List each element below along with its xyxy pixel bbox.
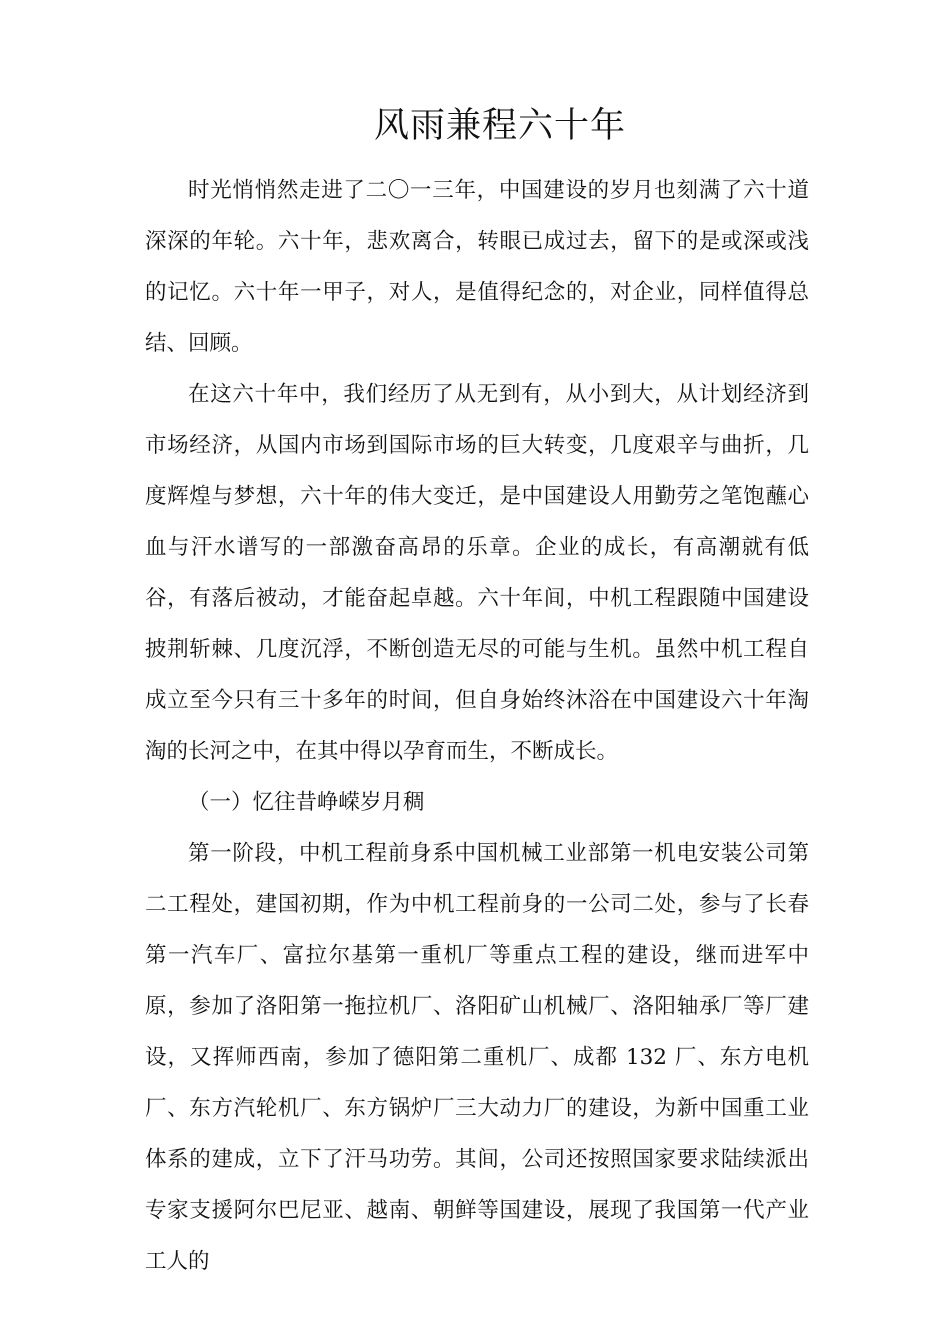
section-heading: （一）忆往昔峥嵘岁月稠 (188, 790, 425, 815)
paragraph-first-stage: 第一阶段，中机工程前身系中国机械工业部第一机电安装公司第二工程处，建国初期，作为中机工程前身的一公司二处，参与了长春第一汽车厂、富拉尔基第一重机厂等重点工程的建设，继而进军中原，参加了洛阳第一拖拉机厂、洛阳矿山机械厂、洛阳轴承厂等厂建设，又挥师西南，参加了德阳第二重机厂、成都 132 厂、东方电机厂、东方汽轮机厂、东方锅炉厂三大动力厂的建设，为新中国重工业体系的建成，立下了汗马功劳。其间，公司还按照国家要求陆续派出专家支援阿尔巴尼亚、越南、朝鲜等国建设，展现了我国第一代产业工人的 (145, 841, 809, 1274)
paragraph-intro: 时光悄悄然走进了二〇一三年，中国建设的岁月也刻满了六十道深深的年轮。六十年，悲欢离合，转眼已成过去，留下的是或深或浅的记忆。六十年一甲子，对人，是值得纪念的，对企业，同样值得总结、回顾。 (145, 178, 809, 356)
paragraph-sixty-years: 在这六十年中，我们经历了从无到有，从小到大，从计划经济到市场经济，从国内市场到国际市场的巨大转变，几度艰辛与曲折，几度辉煌与梦想，六十年的伟大变迁，是中国建设人用勤劳之笔饱蘸心血与汗水谱写的一部激奋高昂的乐章。企业的成长，有高潮就有低谷，有落后被动，才能奋起卓越。六十年间，中机工程跟随中国建设披荆斩棘、几度沉浮，不断创造无尽的可能与生机。虽然中机工程自成立至今只有三十多年的时间，但自身始终沐浴在中国建设六十年淘淘的长河之中，在其中得以孕育而生，不断成长。 (145, 382, 809, 764)
document-title: 风雨兼程六十年 (373, 106, 626, 146)
document-body (145, 165, 809, 1287)
